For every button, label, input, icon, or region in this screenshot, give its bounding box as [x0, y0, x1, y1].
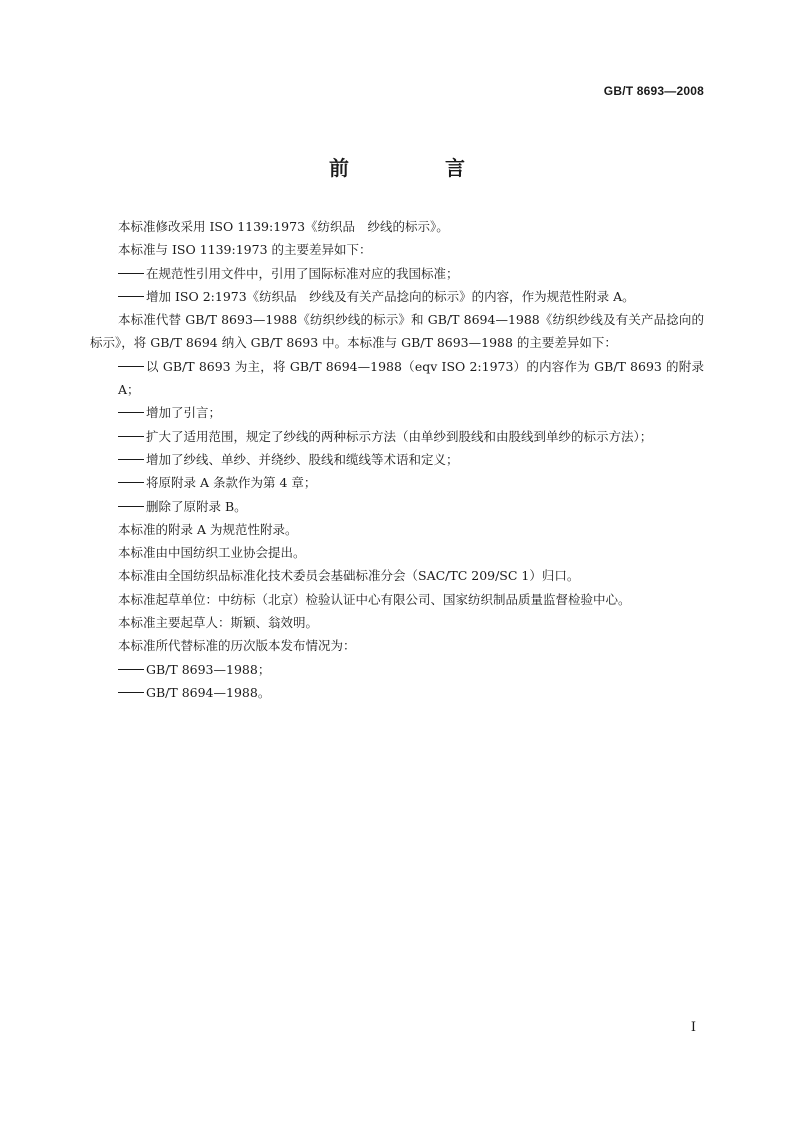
- list-item-text: 删除了原附录 B。: [146, 498, 247, 514]
- dash-list-item: [90, 285, 704, 308]
- list-item-text: GB/T 8693—1988；: [146, 661, 271, 677]
- list-item-text: 增加 ISO 2:1973《纺织品 纱线及有关产品捻向的标示》的内容，作为规范性附录 A。: [146, 288, 635, 304]
- dash-list-item: [90, 658, 704, 681]
- list-item-text: 增加了纱线、单纱、并绕纱、股线和缆线等术语和定义；: [146, 451, 459, 467]
- list-item-text: 扩大了适用范围，规定了纱线的两种标示方法（由单纱到股线和由股线到单纱的标示方法）；: [146, 428, 653, 444]
- standard-code: GB/T 8693—2008: [603, 84, 704, 98]
- paragraph: 本标准的附录 A 为规范性附录。: [118, 521, 298, 537]
- paragraph: 本标准主要起草人：斯颖、翁效明。: [118, 615, 319, 631]
- list-item-text: 在规范性引用文件中，引用了国际标准对应的我国标准；: [146, 265, 459, 281]
- dash-list-item: [90, 471, 704, 494]
- paragraph: 本标准代替 GB/T 8693—1988《纺织纱线的标示》和 GB/T 8694—1988《纺织纱线及有关产品捻向的标示》，将 GB/T 8694 纳入 GB/T 8693 中。本标准与 GB/T 8693—1988 的主要差异如下：: [90, 312, 704, 351]
- list-item-text: 将原附录 A 条款作为第 4 章；: [146, 475, 317, 491]
- dash-list-item: [90, 425, 704, 448]
- dash-list-item: [90, 495, 704, 518]
- page-number: I: [690, 1020, 696, 1035]
- dash-list-item: [90, 262, 704, 285]
- paragraph: 本标准起草单位：中纺标（北京）检验认证中心有限公司、国家纺织制品质量监督检验中心。: [118, 591, 631, 607]
- foreword-body: [90, 215, 704, 704]
- dash-list-item: [90, 681, 704, 704]
- list-item-text: 以 GB/T 8693 为主，将 GB/T 8694—1988（eqv ISO 2:1973）的内容作为 GB/T 8693 的附录 A；: [118, 358, 704, 398]
- paragraph: 本标准与 ISO 1139:1973 的主要差异如下：: [118, 242, 372, 258]
- paragraph: 本标准所代替标准的历次版本发布情况为：: [118, 638, 356, 654]
- paragraph: 本标准修改采用 ISO 1139:1973《纺织品 纱线的标示》。: [118, 219, 449, 234]
- list-item-text: GB/T 8694—1988。: [146, 684, 271, 700]
- dash-list-item: [90, 401, 704, 424]
- dash-list-item: [90, 355, 704, 402]
- paragraph: 本标准由全国纺织品标准化技术委员会基础标准分会（SAC/TC 209/SC 1）归口。: [118, 568, 580, 584]
- paragraph: 本标准由中国纺织工业协会提出。: [118, 545, 306, 561]
- dash-list-item: [90, 448, 704, 471]
- list-item-text: 增加了引言；: [146, 405, 222, 421]
- page-title: 前 言: [329, 156, 503, 180]
